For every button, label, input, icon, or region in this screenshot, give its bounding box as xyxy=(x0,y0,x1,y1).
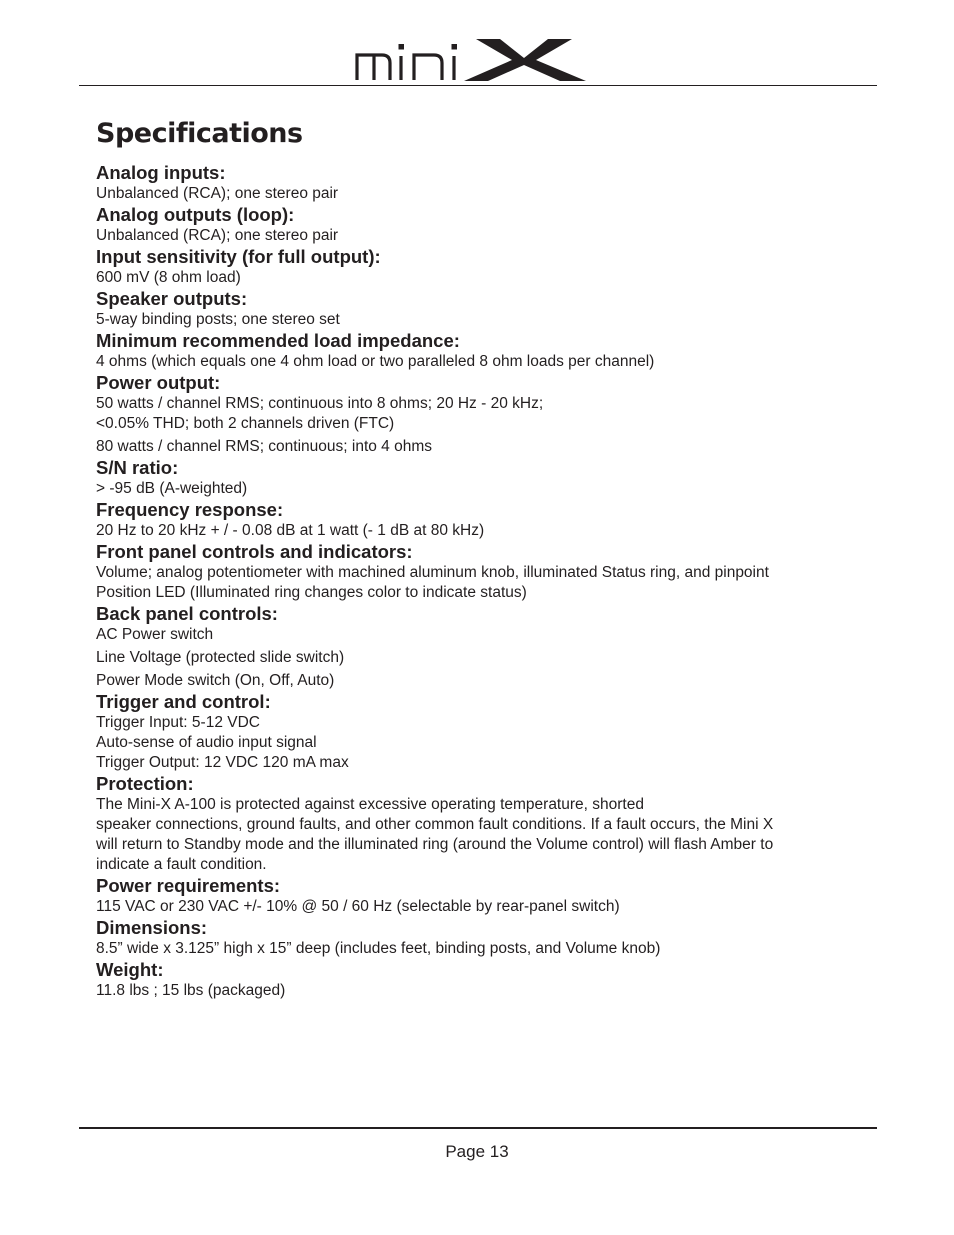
spec-value: 20 Hz to 20 kHz + / - 0.08 dB at 1 watt (- 1 dB at 80 kHz) xyxy=(96,522,485,539)
page-number: Page 13 xyxy=(445,1142,509,1161)
spec-speaker-outputs xyxy=(96,288,866,330)
footer-rule xyxy=(79,1127,877,1129)
spec-value: Trigger Output: 12 VDC 120 mA max xyxy=(96,754,349,771)
spec-value: indicate a fault condition. xyxy=(96,856,267,873)
spec-frequency-response xyxy=(96,499,866,541)
spec-front-panel xyxy=(96,541,866,603)
spec-label: Protection: xyxy=(96,773,194,794)
spec-label: Input sensitivity (for full output): xyxy=(96,246,381,267)
spec-label: Minimum recommended load impedance: xyxy=(96,330,460,351)
spec-value: Unbalanced (RCA); one stereo pair xyxy=(96,185,339,202)
spec-label: Power output: xyxy=(96,372,221,393)
spec-analog-inputs xyxy=(96,162,866,204)
spec-value: 5-way binding posts; one stereo set xyxy=(96,311,340,328)
spec-value: Power Mode switch (On, Off, Auto) xyxy=(96,672,335,689)
spec-value: Volume; analog potentiometer with machined aluminum knob, illuminated Status ring, and pinpoint xyxy=(96,564,769,581)
spec-label: Dimensions: xyxy=(96,917,208,938)
page-title: Specifications xyxy=(96,118,303,149)
spec-label: Analog outputs (loop): xyxy=(96,204,295,225)
spec-value: AC Power switch xyxy=(96,626,214,643)
spec-value: 80 watts / channel RMS; continuous; into 4 ohms xyxy=(96,438,433,455)
spec-value: Line Voltage (protected slide switch) xyxy=(96,649,345,666)
spec-analog-outputs xyxy=(96,204,866,246)
spec-weight xyxy=(96,959,866,1001)
spec-label: Power requirements: xyxy=(96,875,281,896)
spec-value: 50 watts / channel RMS; continuous into 8 ohms; 20 Hz - 20 kHz; xyxy=(96,395,544,412)
spec-label: Weight: xyxy=(96,959,164,980)
spec-label: Speaker outputs: xyxy=(96,288,248,309)
spec-value: Position LED (Illuminated ring changes color to indicate status) xyxy=(96,584,527,601)
spec-power-requirements xyxy=(96,875,866,917)
spec-back-panel xyxy=(96,603,866,691)
spec-label: S/N ratio: xyxy=(96,457,179,478)
spec-label: Front panel controls and indicators: xyxy=(96,541,413,562)
spec-value: 4 ohms (which equals one 4 ohm load or two paralleled 8 ohm loads per channel) xyxy=(96,353,655,370)
spec-power-output xyxy=(96,372,866,457)
mini-x-logo xyxy=(354,36,590,82)
spec-input-sensitivity xyxy=(96,246,866,288)
spec-value: 11.8 lbs ; 15 lbs (packaged) xyxy=(96,982,286,999)
spec-label: Back panel controls: xyxy=(96,603,278,624)
spec-value: Unbalanced (RCA); one stereo pair xyxy=(96,227,339,244)
spec-value: <0.05% THD; both 2 channels driven (FTC) xyxy=(96,415,395,432)
spec-value: Auto-sense of audio input signal xyxy=(96,734,317,751)
spec-label: Trigger and control: xyxy=(96,691,271,712)
spec-value: will return to Standby mode and the illuminated ring (around the Volume control) will flash Amber to xyxy=(96,836,774,853)
spec-value: Trigger Input: 5-12 VDC xyxy=(96,714,260,731)
spec-label: Analog inputs: xyxy=(96,162,226,183)
spec-load-impedance xyxy=(96,330,866,372)
spec-protection xyxy=(96,773,866,875)
spec-value: speaker connections, ground faults, and other common fault conditions. If a fault occurs, the Mini X xyxy=(96,816,774,833)
spec-dimensions xyxy=(96,917,866,959)
header-rule xyxy=(79,85,877,86)
spec-value: The Mini-X A-100 is protected against excessive operating temperature, shorted xyxy=(96,796,644,813)
specifications-list xyxy=(96,162,866,1001)
spec-value: 600 mV (8 ohm load) xyxy=(96,269,241,286)
spec-value: 8.5” wide x 3.125” high x 15” deep (includes feet, binding posts, and Volume knob) xyxy=(96,940,661,957)
spec-value: > -95 dB (A-weighted) xyxy=(96,480,248,497)
spec-label: Frequency response: xyxy=(96,499,284,520)
spec-value: 115 VAC or 230 VAC +/- 10% @ 50 / 60 Hz (selectable by rear-panel switch) xyxy=(96,898,620,915)
spec-trigger-control xyxy=(96,691,866,773)
spec-sn-ratio xyxy=(96,457,866,499)
